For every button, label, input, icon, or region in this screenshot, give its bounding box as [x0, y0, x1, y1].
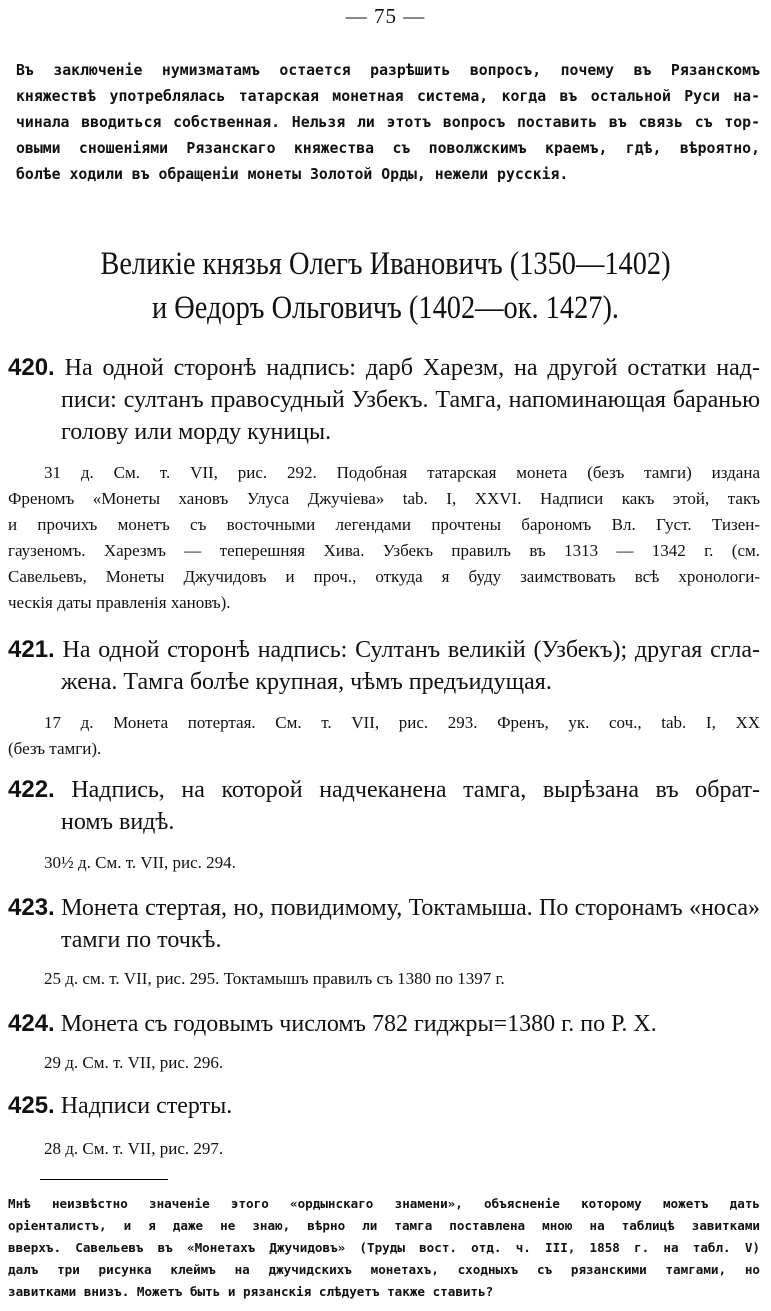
note-line: 29 д. См. т. VII, рис. 296.: [44, 1053, 224, 1072]
note-line: (безъ тамги).: [8, 739, 102, 758]
note-line: 31 д. См. т. VII, рис. 292. Подобная татарская монета (безъ тамги) издана: [44, 463, 760, 482]
footnote-line: далъ три рисунка клеймъ на джучидскихъ монетахъ, сходныхъ съ рязанскими тамгами, но: [8, 1262, 760, 1277]
entry-421-note: [8, 710, 760, 762]
entry-423-note: [8, 966, 760, 992]
entry-text: На одной сторонѣ надпись: дарб Харезм, на другой остатки над-: [64, 355, 760, 381]
intro-line: чинала вводиться собственная. Нельзя ли этотъ вопросъ поставить въ связь съ тор-: [16, 114, 760, 131]
entry-424: [8, 1008, 760, 1040]
entry-text: Надписи стерты.: [60, 1093, 233, 1119]
note-line: 30½ д. См. т. VII, рис. 294.: [44, 853, 236, 872]
note-line: Френомъ «Монеты хановъ Улуса Джучіева» tab. I, XXVI. Надписи какъ этой, такъ: [8, 489, 760, 508]
footnote-line: Мнѣ неизвѣстно значеніе этого «ордынскаго знамени», объясненіе которому можетъ дать: [8, 1196, 760, 1211]
note-line: Савельевъ, Монеты Джучидовъ и проч., откуда я буду заимствовать всѣ хронологи-: [8, 567, 760, 586]
intro-line: овыми сношеніями Рязанскаго княжества съ поволжскимъ краемъ, гдѣ, вѣроятно,: [16, 140, 760, 157]
entry-420-note: [8, 460, 760, 616]
intro-paragraph: [16, 58, 760, 188]
page-number: — 75 —: [345, 4, 426, 28]
note-line: 17 д. Монета потертая. См. т. VII, рис. 293. Френъ, ук. соч., tab. I, XX: [44, 713, 760, 732]
entry-425-note: [8, 1136, 760, 1162]
footnote-divider: [40, 1179, 168, 1180]
entry-422-note: [8, 850, 760, 876]
entry-text: На одной сторонѣ надпись: Султанъ великій (Узбекъ); другая сгла-: [62, 637, 760, 663]
intro-line: болѣе ходили въ обращеніи монеты Золотой Орды, нежели русскія.: [16, 166, 569, 183]
entry-number: 421.: [8, 636, 55, 663]
entry-number: 422.: [8, 776, 55, 803]
entry-421: [8, 634, 760, 698]
footnote-line: вверхъ. Савельевъ въ «Монетахъ Джучидовъ» (Труды вост. отд. ч. III, 1858 г. на табл. V): [8, 1240, 760, 1255]
heading-line: Великіе князья Олегъ Ивановичъ (1350—1402): [100, 246, 671, 282]
heading-line: и Өедоръ Ольговичъ (1402—ок. 1427).: [151, 290, 620, 326]
section-heading: [0, 242, 771, 330]
entry-number: 424.: [8, 1010, 55, 1037]
entry-text: голову или морду куницы.: [61, 419, 332, 445]
entry-422: [8, 774, 760, 838]
intro-line: Въ заключеніе нумизматамъ остается разрѣшить вопросъ, почему въ Рязанскомъ: [16, 62, 760, 79]
entry-425: [8, 1090, 760, 1122]
entry-424-note: [8, 1050, 760, 1076]
intro-line: княжествѣ употреблялась татарская монетная система, когда въ остальной Руси на-: [16, 88, 760, 105]
entry-text: Монета съ годовымъ числомъ 782 гиджры=1380 г. по Р. Х.: [60, 1011, 657, 1037]
entry-number: 425.: [8, 1092, 55, 1119]
note-line: и прочихъ монетъ съ восточными легендами прочтены барономъ Вл. Густ. Тизен-: [8, 515, 760, 534]
entry-text: Надпись, на которой надчеканена тамга, вырѣзана въ обрат-: [71, 777, 760, 803]
entry-number: 423.: [8, 894, 55, 921]
entry-number: 420.: [8, 354, 55, 381]
entry-423: [8, 892, 760, 956]
entry-text: писи: султанъ правосудный Узбекъ. Тамга, напоминающая баранью: [61, 387, 760, 413]
entry-420: [8, 352, 760, 448]
footnote: [8, 1193, 760, 1303]
note-line: ческія даты правленія хановъ).: [8, 593, 231, 612]
entry-text: тамги по точкѣ.: [61, 927, 222, 953]
footnote-line: оріенталистъ, и я даже не знаю, вѣрно ли тамга поставлена мною на таблицѣ завитками: [8, 1218, 760, 1233]
footnote-line: завитками внизъ. Можетъ быть и рязанскія слѣдуетъ также ставить?: [8, 1284, 494, 1299]
entry-text: Монета стертая, но, повидимому, Токтамыша. По сторонамъ «носа»: [61, 895, 760, 921]
note-line: гаузеномъ. Харезмъ — теперешняя Хива. Узбекъ правилъ въ 1313 — 1342 г. (см.: [8, 541, 760, 560]
note-line: 25 д. см. т. VII, рис. 295. Токтамышъ правилъ съ 1380 по 1397 г.: [44, 969, 505, 988]
note-line: 28 д. См. т. VII, рис. 297.: [44, 1139, 224, 1158]
entry-text: жена. Тамга болѣе крупная, чѣмъ предъидущая.: [61, 669, 552, 695]
entry-text: номъ видѣ.: [61, 809, 175, 835]
